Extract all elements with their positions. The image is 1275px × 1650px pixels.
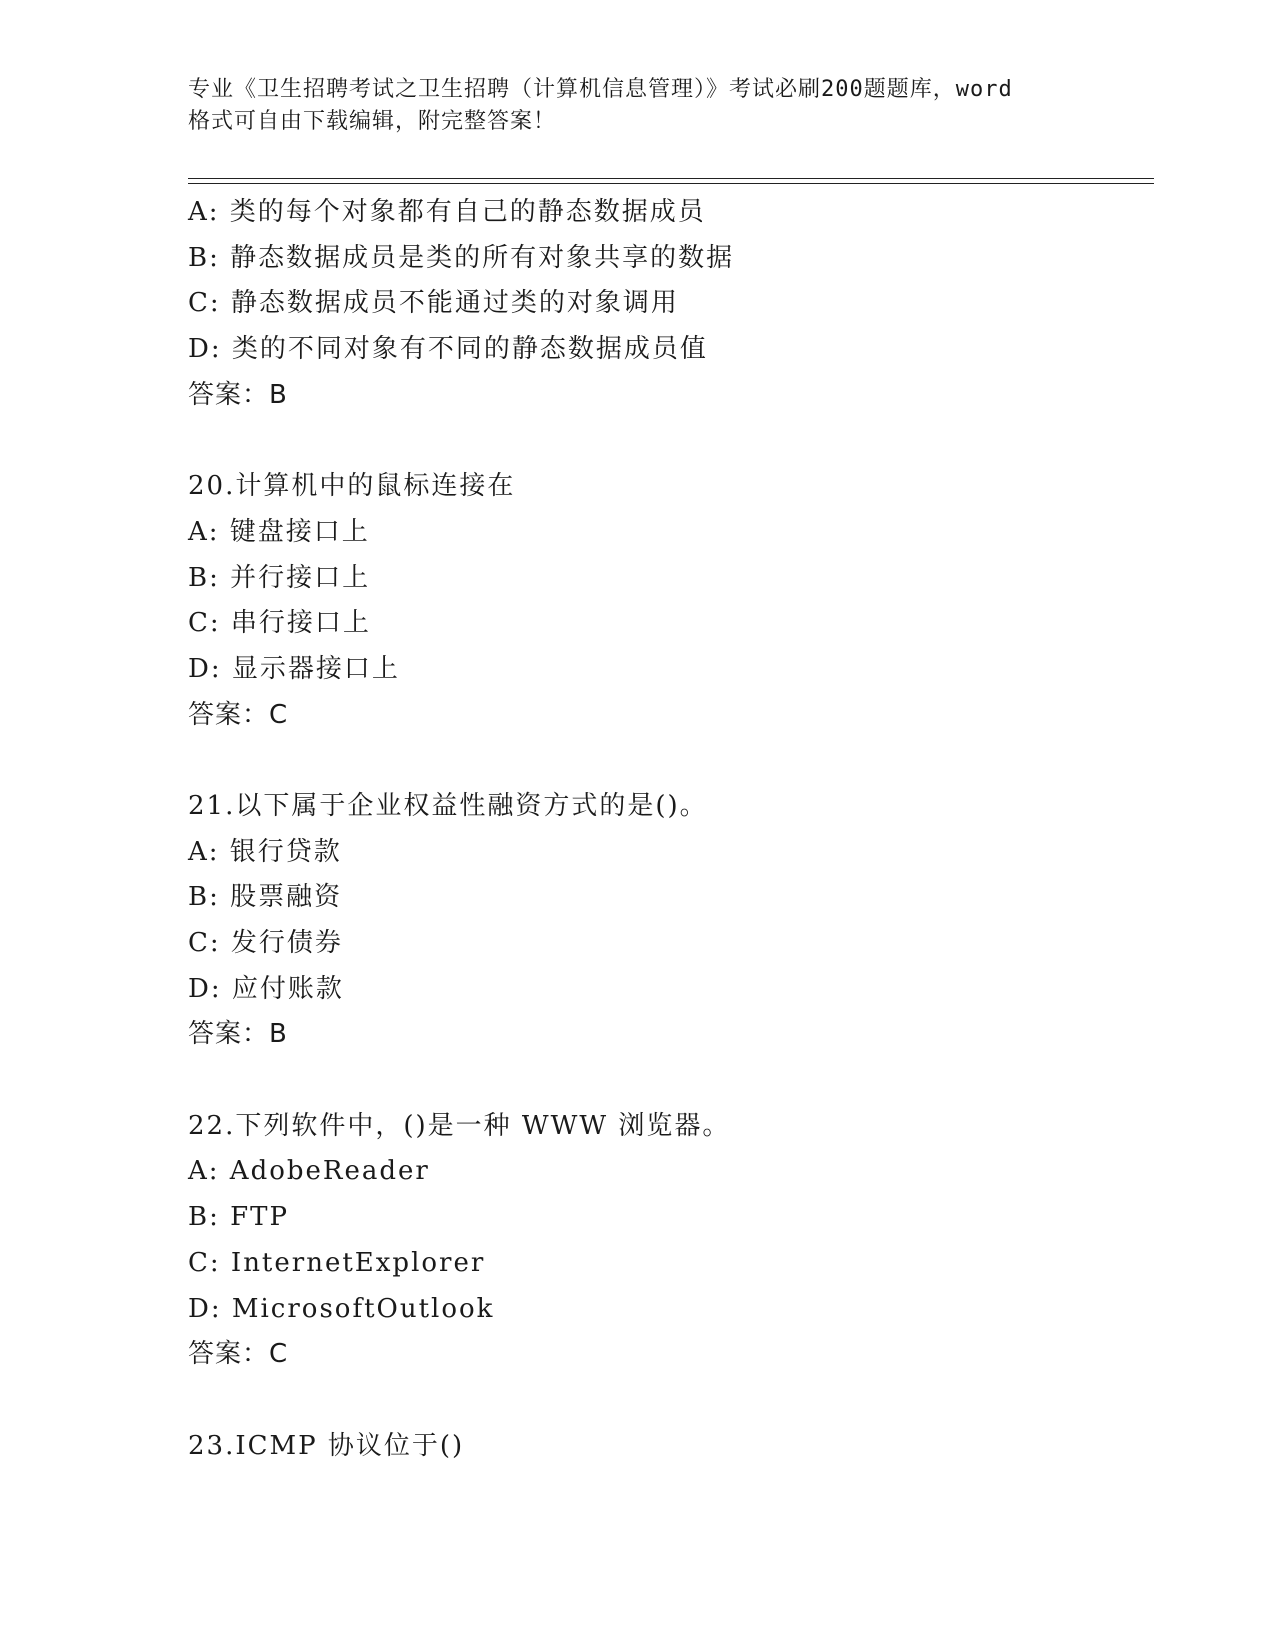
- option-c: C: InternetExplorer: [188, 1247, 486, 1278]
- question-20-block: [188, 464, 1148, 738]
- spacer: [188, 418, 1148, 464]
- option-a: A: AdobeReader: [188, 1156, 430, 1187]
- question-list: [188, 190, 1148, 1469]
- document-header: [188, 74, 1088, 138]
- option-c: C: 发行债券: [188, 928, 343, 958]
- option-b: B: 静态数据成员是类的所有对象共享的数据: [188, 242, 735, 273]
- question-text: 20.计算机中的鼠标连接在: [188, 471, 516, 502]
- question-22-block: [188, 1104, 1148, 1378]
- spacer: [188, 738, 1148, 784]
- option-c: C: 静态数据成员不能通过类的对象调用: [188, 288, 679, 319]
- spacer: [188, 1378, 1148, 1424]
- question-text: 21.以下属于企业权益性融资方式的是()。: [188, 790, 708, 821]
- option-a: A: 键盘接口上: [188, 516, 370, 547]
- option-d: D: 显示器接口上: [188, 653, 400, 684]
- question-23-block: [188, 1424, 1148, 1470]
- question-text: 23.ICMP 协议位于(): [188, 1430, 465, 1461]
- option-b: B: FTP: [188, 1202, 290, 1233]
- option-d: D: MicrosoftOutlook: [188, 1293, 495, 1324]
- option-a: A: 类的每个对象都有自己的静态数据成员: [188, 197, 706, 227]
- option-d: D: 类的不同对象有不同的静态数据成员值: [188, 334, 708, 365]
- option-c: C: 串行接口上: [188, 608, 371, 639]
- answer-line: 答案：C: [188, 699, 289, 730]
- spacer: [188, 1058, 1148, 1104]
- option-a: A: 银行贷款: [188, 836, 342, 867]
- answer-line: 答案：B: [188, 379, 288, 410]
- header-divider-bottom: [188, 183, 1154, 184]
- header-divider-top: [188, 178, 1154, 179]
- header-line-2: 格式可自由下载编辑，附完整答案！: [188, 109, 557, 134]
- option-d: D: 应付账款: [188, 973, 344, 1004]
- header-line-1: 专业《卫生招聘考试之卫生招聘（计算机信息管理）》考试必刷200题题库，word: [188, 77, 1013, 102]
- answer-line: 答案：C: [188, 1339, 289, 1370]
- question-19-block: [188, 190, 1148, 418]
- question-text: 22.下列软件中，()是一种 WWW 浏览器。: [188, 1110, 731, 1141]
- option-b: B: 股票融资: [188, 882, 343, 913]
- question-21-block: [188, 784, 1148, 1058]
- option-b: B: 并行接口上: [188, 562, 371, 593]
- answer-line: 答案：B: [188, 1019, 288, 1050]
